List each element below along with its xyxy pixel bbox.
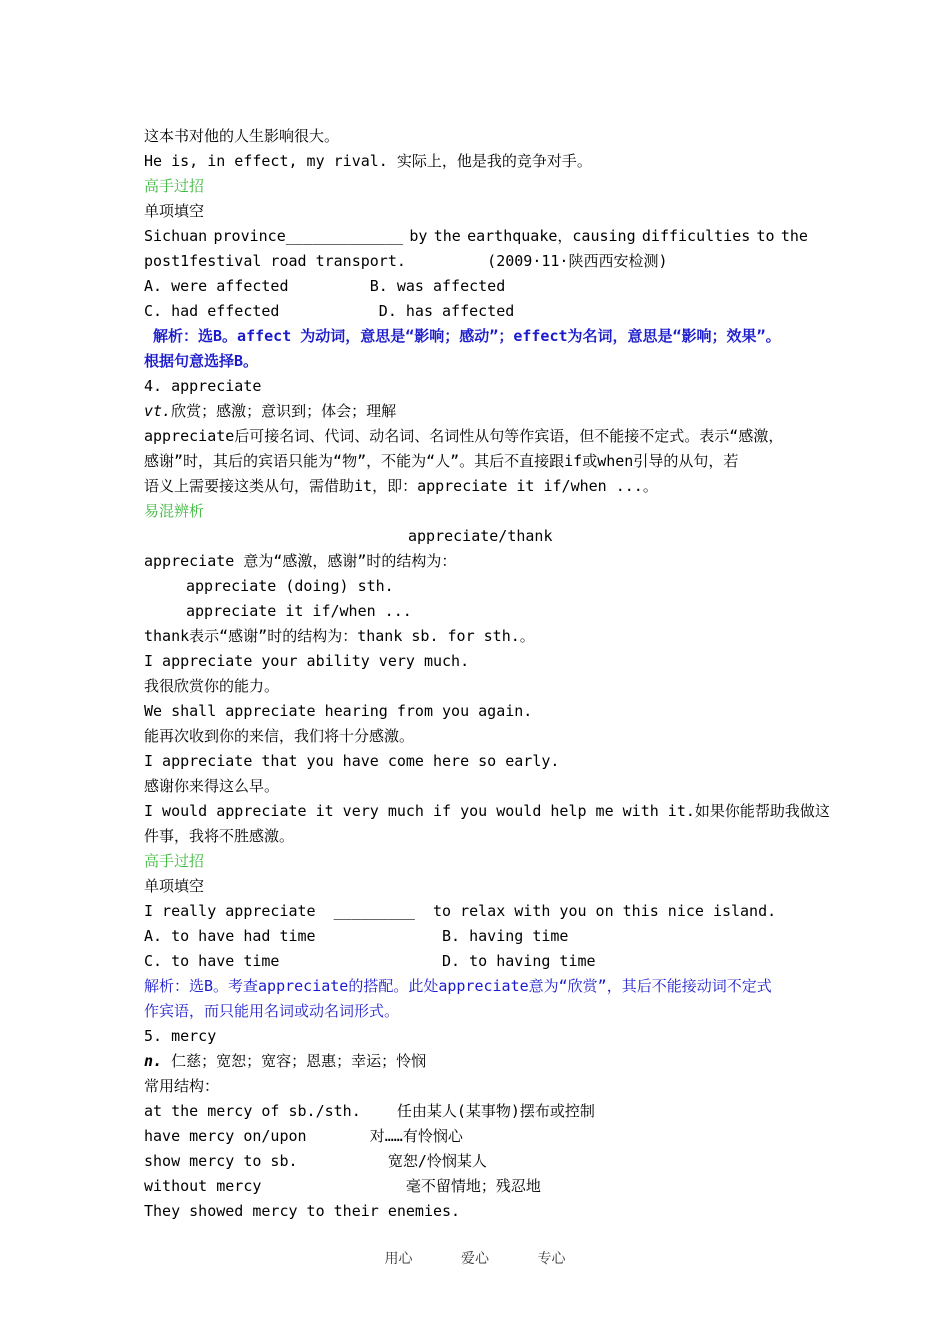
- example-translation: 能再次收到你的来信，我们将十分感激。: [144, 727, 415, 745]
- answer-explanation: 解析：选B。affect 为动词，意思是“影响；感动”；effect为名词，意思是“影响；效果”。: [144, 327, 781, 345]
- text-line: He is, in effect, my rival. 实际上，他是我的竞争对手。: [144, 152, 592, 170]
- page-footer: [0, 1248, 950, 1268]
- option-line: C. had effected D. has affected: [144, 302, 515, 320]
- phrase-line: have mercy on/upon 对……有怜悯心: [144, 1127, 463, 1145]
- text-line: appreciate后可接名词、代词、动名词、名词性从句等作宾语，但不能接不定式。表示“感激，: [144, 427, 784, 445]
- text-line: 常用结构：: [144, 1077, 220, 1095]
- example-sentence: I appreciate that you have come here so early.: [144, 752, 560, 770]
- option-line: A. to have had time B. having time: [144, 927, 569, 945]
- question-stem: I really appreciate _________ to relax with you on this nice island.: [144, 902, 777, 920]
- text-line: appreciate 意为“感激，感谢”时的结构为：: [144, 552, 457, 570]
- phrase-line: without mercy 毫不留情地；残忍地: [144, 1177, 541, 1195]
- footer-word: 用心: [384, 1251, 413, 1267]
- section-heading: 高手过招: [144, 852, 205, 870]
- text-line: 感谢”时，其后的宾语只能为“物”，不能为“人”。其后不直接跟if或when引导的从句，若: [144, 452, 739, 470]
- answer-explanation: 作宾语，而只能用名词或动名词形式。: [144, 1002, 400, 1020]
- example-sentence: We shall appreciate hearing from you again.: [144, 702, 533, 720]
- pattern-line: appreciate (doing) sth.: [186, 577, 394, 595]
- answer-explanation: 根据句意选择B。: [144, 352, 259, 370]
- section-heading: 易混辨析: [144, 502, 205, 520]
- example-translation: 感谢你来得这么早。: [144, 777, 280, 795]
- text-line: post1festival road transport. (2009·11·陕西西安检测): [144, 252, 668, 270]
- example-translation: 我很欣赏你的能力。: [144, 677, 280, 695]
- example-sentence: They showed mercy to their enemies.: [144, 1202, 461, 1220]
- entry-heading: 5. mercy: [144, 1027, 217, 1045]
- section-heading: 高手过招: [144, 177, 205, 195]
- text-line: 语义上需要接这类从句，需借助it，即：appreciate it if/when ...。: [144, 477, 658, 495]
- example-translation: 件事，我将不胜感激。: [144, 827, 295, 845]
- text-line: thank表示“感谢”时的结构为：thank sb. for sth.。: [144, 627, 535, 645]
- phrase-line: at the mercy of sb./sth. 任由某人(某事物)摆布或控制: [144, 1102, 595, 1120]
- footer-word: 爱心: [461, 1251, 489, 1267]
- text-line: 这本书对他的人生影响很大。: [144, 127, 340, 145]
- text-line: 单项填空: [144, 877, 205, 895]
- option-line: A. were affected B. was affected: [144, 277, 506, 295]
- definition-line: vt.欣赏；感激；意识到；体会；理解: [144, 402, 397, 420]
- entry-heading: 4. appreciate: [144, 377, 262, 395]
- question-stem: Sichuan province_____________ by the earthquake，causing difficulties to the: [144, 227, 808, 245]
- example-sentence: I appreciate your ability very much.: [144, 652, 470, 670]
- centered-title: appreciate/thank: [408, 527, 553, 545]
- text-line: 单项填空: [144, 202, 205, 220]
- option-line: C. to have time D. to having time: [144, 952, 596, 970]
- definition-line: n. 仁慈；宽恕；宽容；恩惠；幸运；怜悯: [144, 1052, 427, 1070]
- footer-word: 专心: [537, 1251, 566, 1267]
- answer-explanation: 解析：选B。考查appreciate的搭配。此处appreciate意为“欣赏”，其后不能接动词不定式: [144, 977, 772, 995]
- pattern-line: appreciate it if/when ...: [186, 602, 412, 620]
- example-sentence: I would appreciate it very much if you would help me with it.如果你能帮助我做这: [144, 802, 830, 820]
- phrase-line: show mercy to sb. 宽恕/怜悯某人: [144, 1152, 487, 1170]
